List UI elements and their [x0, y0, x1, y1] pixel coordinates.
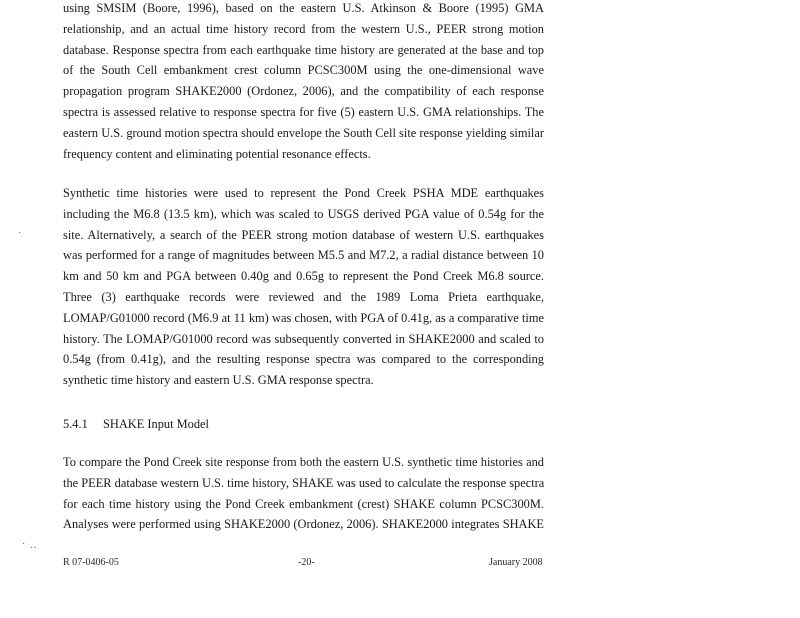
footer-date: January 2008: [489, 557, 543, 568]
section-number: 5.4.1: [63, 417, 88, 431]
text-line: Synthetic time histories were used to represent the Pond Creek PSHA MDE earthquakes: [63, 186, 544, 200]
text-line: site. Alternatively, a search of the PEER strong motion database of western U.S. earthquakes: [63, 227, 544, 242]
text-line: was performed for a range of magnitudes between M5.5 and M7.2, a radial distance between 10: [63, 248, 544, 263]
text-line: eastern U.S. ground motion spectra should envelope the South Cell site response yielding similar: [63, 125, 544, 140]
text-line: relationship, and an actual time history record from the western U.S., PEER strong motion: [63, 21, 544, 36]
text-line: km and 50 km and PGA between 0.40g and 0.65g to represent the Pond Creek M6.8 source.: [63, 269, 544, 284]
text-line: including the M6.8 (13.5 km), which was scaled to USGS derived PGA value of 0.54g for the: [63, 206, 544, 221]
text-line: of the South Cell embankment crest column PCSC300M using the one-dimensional wave: [63, 63, 544, 78]
text-line: history. The LOMAP/G01000 record was subsequently converted in SHAKE2000 and scaled to: [63, 331, 544, 346]
text-line: Three (3) earthquake records were reviewed and the 1989 Loma Prieta earthquake,: [63, 289, 544, 304]
paragraph-2: [63, 183, 544, 391]
text-line: To compare the Pond Creek site response from both the eastern U.S. synthetic time histories and: [63, 455, 544, 469]
text-line: Analyses were performed using SHAKE2000 (Ordonez, 2006). SHAKE2000 integrates SHAKE: [63, 517, 544, 532]
section-title: SHAKE Input Model: [103, 417, 210, 431]
text-line: 0.54g (from 0.41g), and the resulting response spectra was compared to the corresponding: [63, 352, 544, 367]
text-line: synthetic time history and eastern U.S. GMA response spectra.: [63, 373, 374, 388]
text-line: propagation program SHAKE2000 (Ordonez, 2006), and the compatibility of each response: [63, 84, 544, 99]
scan-speck: ··: [30, 543, 37, 554]
paragraph-3: [63, 452, 544, 535]
text-line: using SMSIM (Boore, 1996), based on the eastern U.S. Atkinson & Boore (1995) GMA: [63, 1, 544, 15]
text-line: LOMAP/G01000 record (M6.9 at 11 km) was chosen, with PGA of 0.41g, as a comparative time: [63, 310, 544, 325]
text-line: for each time history using the Pond Creek embankment (crest) SHAKE column PCSC300M.: [63, 496, 544, 511]
text-line: database. Response spectra from each earthquake time history are generated at the base and top: [63, 42, 544, 57]
scan-speck: ·: [22, 539, 26, 550]
footer-report-number: R 07-0406-05: [63, 557, 119, 568]
text-line: spectra is assessed relative to response spectra for five (5) eastern U.S. GMA relationships. The: [63, 104, 544, 119]
section-heading: [63, 414, 209, 434]
scan-speck: ˙: [18, 231, 22, 242]
text-line: frequency content and eliminating potential resonance effects.: [63, 146, 371, 161]
paragraph-1: [63, 0, 544, 164]
text-line: the PEER database western U.S. time history, SHAKE was used to calculate the response spectra: [63, 475, 544, 490]
footer-page-number: -20-: [298, 557, 315, 568]
